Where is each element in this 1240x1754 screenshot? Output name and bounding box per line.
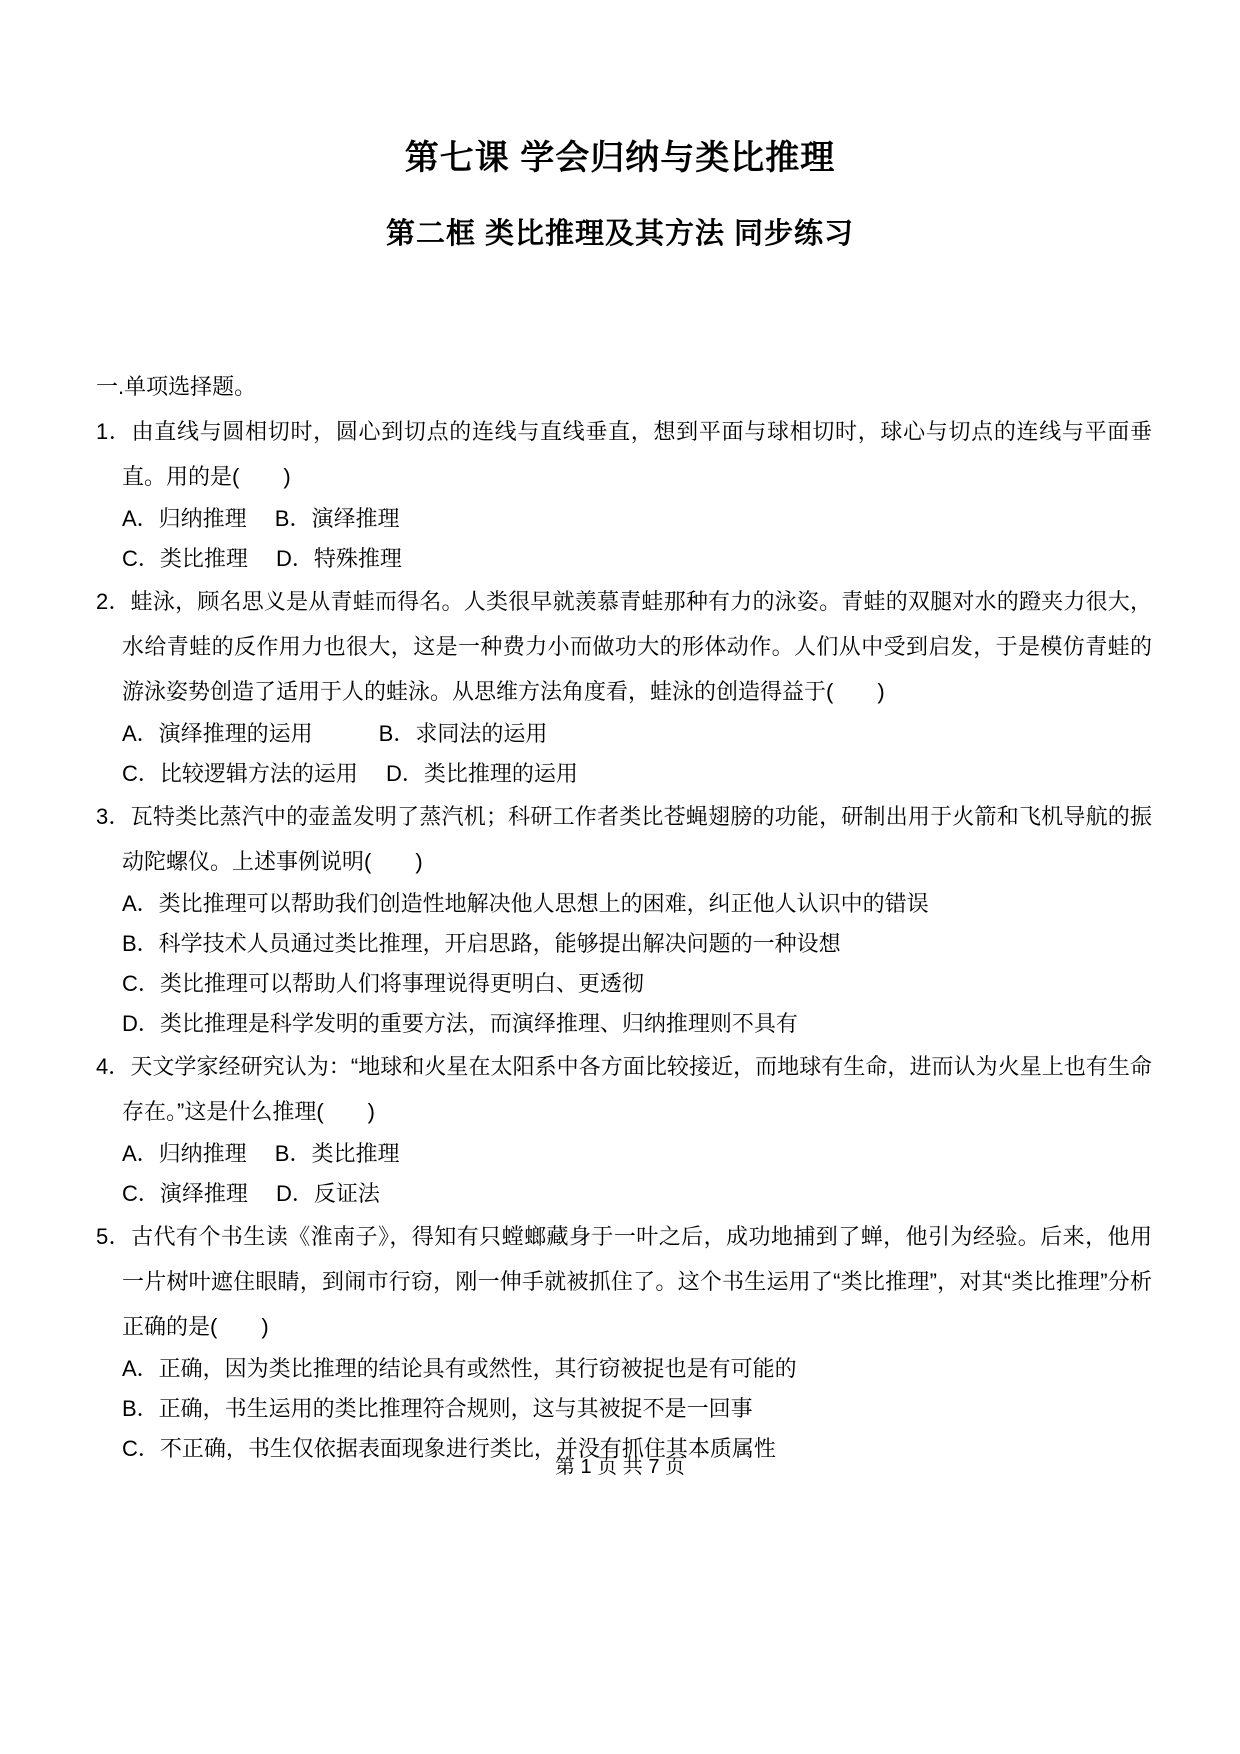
question-option-row: A．演绎推理的运用 B．求同法的运用: [122, 721, 548, 746]
section-header: 一.单项选择题。: [96, 374, 257, 399]
question-option-row: C．不正确，书生仅依据表面现象进行类比，并没有抓住其本质属性: [122, 1436, 776, 1461]
question-option-row: C．比较逻辑方法的运用 D．类比推理的运用: [122, 761, 578, 786]
question-text: 1．由直线与圆相切时，圆心到切点的连线与直线垂直，想到平面与球相切时，球心与切点的连线与平面垂直。用的是( ): [96, 419, 1152, 489]
question-option-row: A．归纳推理 B．类比推理: [122, 1141, 400, 1166]
question-option-row: A．正确，因为类比推理的结论具有或然性，其行窃被捉也是有可能的: [122, 1356, 797, 1381]
question-option-row: A．类比推理可以帮助我们创造性地解决他人思想上的困难，纠正他人认识中的错误: [122, 891, 929, 916]
page-title: 第七课 学会归纳与类比推理: [404, 139, 836, 177]
title-block: [0, 0, 1240, 252]
question-option-row: D．类比推理是科学发明的重要方法，而演绎推理、归纳推理则不具有: [122, 1011, 798, 1036]
question-option-row: A．归纳推理 B．演绎推理: [122, 506, 400, 531]
question-option-row: B．正确，书生运用的类比推理符合规则，这与其被捉不是一回事: [122, 1396, 753, 1421]
question-block: [96, 579, 1152, 794]
question-text: 4．天文学家经研究认为：“地球和火星在太阳系中各方面比较接近，而地球有生命，进而认为火星上也有生命存在。”这是什么推理( ): [96, 1054, 1152, 1124]
question-text: 5．古代有个书生读《淮南子》，得知有只螳螂藏身于一叶之后，成功地捕到了蝉，他引为经验。后来，他用一片树叶遮住眼睛，到闹市行窃，刚一伸手就被抓住了。这个书生运用了“类比推理”，对其“类比推理”分析正确的是( ): [96, 1224, 1152, 1339]
question-block: [96, 409, 1152, 579]
question-option-row: C．类比推理 D．特殊推理: [122, 546, 402, 571]
question-option-row: C．演绎推理 D．反证法: [122, 1181, 380, 1206]
question-option-row: C．类比推理可以帮助人们将事理说得更明白、更透彻: [122, 971, 644, 996]
page-footer: 第 1 页 共 7 页: [554, 1456, 686, 1478]
document-body: [96, 364, 1152, 1469]
page-subtitle: 第二框 类比推理及其方法 同步练习: [385, 218, 855, 250]
question-block: [96, 1044, 1152, 1214]
question-block: [96, 794, 1152, 1044]
question-block: [96, 1214, 1152, 1469]
question-text: 3．瓦特类比蒸汽中的壶盖发明了蒸汽机；科研工作者类比苍蝇翅膀的功能，研制出用于火箭和飞机导航的振动陀螺仪。上述事例说明( ): [96, 804, 1152, 874]
questions-list: [96, 409, 1152, 1469]
question-option-row: B．科学技术人员通过类比推理，开启思路，能够提出解决问题的一种设想: [122, 931, 841, 956]
question-text: 2．蛙泳，顾名思义是从青蛙而得名。人类很早就羡慕青蛙那种有力的泳姿。青蛙的双腿对水的蹬夹力很大，水给青蛙的反作用力也很大，这是一种费力小而做功大的形体动作。人们从中受到启发，于是模仿青蛙的游泳姿势创造了适用于人的蛙泳。从思维方法角度看，蛙泳的创造得益于( ): [96, 589, 1152, 704]
